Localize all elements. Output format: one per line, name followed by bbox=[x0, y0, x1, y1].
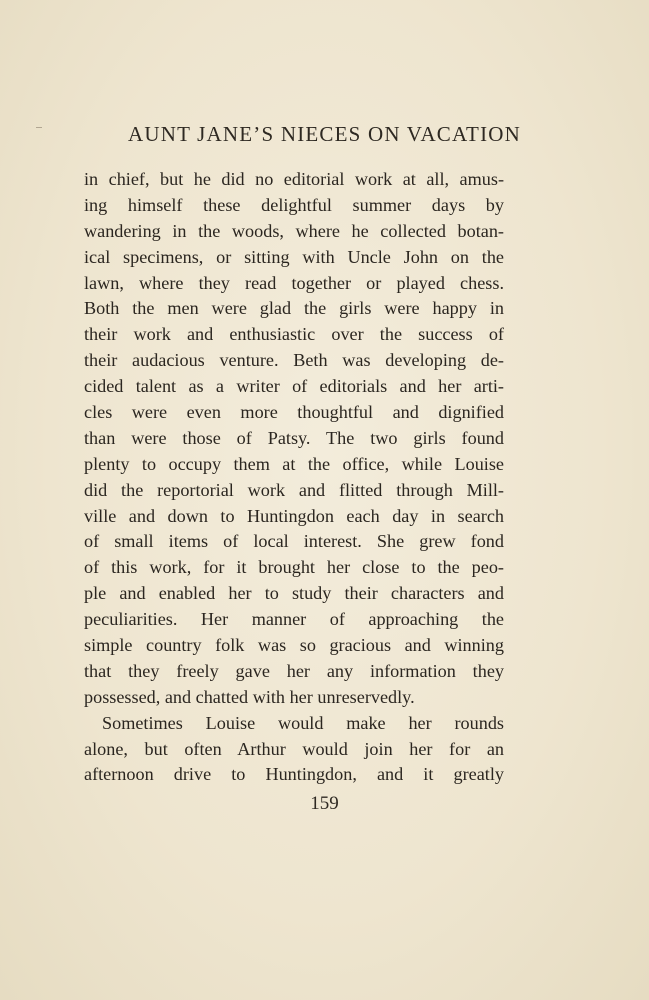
text-line: wandering in the woods, where he collected botan- bbox=[84, 220, 504, 241]
text-line: Both the men were glad the girls were happy in bbox=[84, 298, 504, 319]
text-line: cles were even more thoughtful and dignified bbox=[84, 402, 504, 423]
text-line: peculiarities. Her manner of approaching the bbox=[84, 609, 504, 630]
text-line: that they freely gave her any information they bbox=[84, 660, 504, 681]
text-line: in chief, but he did no editorial work at all, amus- bbox=[84, 169, 504, 189]
text-line: their work and enthusiastic over the success of bbox=[84, 324, 504, 345]
body-text bbox=[84, 167, 504, 788]
text-line: their audacious venture. Beth was developing de- bbox=[84, 350, 504, 371]
text-line: simple country folk was so gracious and winning bbox=[84, 635, 504, 656]
text-line: did the reportorial work and flitted through Mill- bbox=[84, 479, 504, 500]
text-line: ville and down to Huntingdon each day in search bbox=[84, 505, 504, 526]
text-line: ical specimens, or sitting with Uncle John on the bbox=[84, 246, 504, 267]
text-line: than were those of Patsy. The two girls found bbox=[84, 427, 504, 448]
text-line: possessed, and chatted with her unreservedly. bbox=[84, 686, 415, 707]
text-line: cided talent as a writer of editorials and her arti- bbox=[84, 376, 504, 397]
text-line: plenty to occupy them at the office, while Louise bbox=[84, 453, 504, 474]
text-line: ing himself these delightful summer days by bbox=[84, 194, 504, 215]
paragraph bbox=[84, 167, 504, 711]
text-line: alone, but often Arthur would join her for an bbox=[84, 738, 504, 759]
page-number: 159 bbox=[310, 793, 339, 814]
text-line: ple and enabled her to study their characters and bbox=[84, 583, 504, 604]
text-line: lawn, where they read together or played chess. bbox=[84, 272, 504, 293]
text-line: afternoon drive to Huntingdon, and it greatly bbox=[84, 764, 504, 785]
text-line: of small items of local interest. She grew fond bbox=[84, 531, 504, 552]
text-line: Sometimes Louise would make her rounds bbox=[102, 712, 504, 733]
text-line: of this work, for it brought her close to the peo- bbox=[84, 557, 504, 578]
running-head: AUNT JANE’S NIECES ON VACATION bbox=[127, 122, 522, 146]
paragraph bbox=[84, 711, 504, 789]
